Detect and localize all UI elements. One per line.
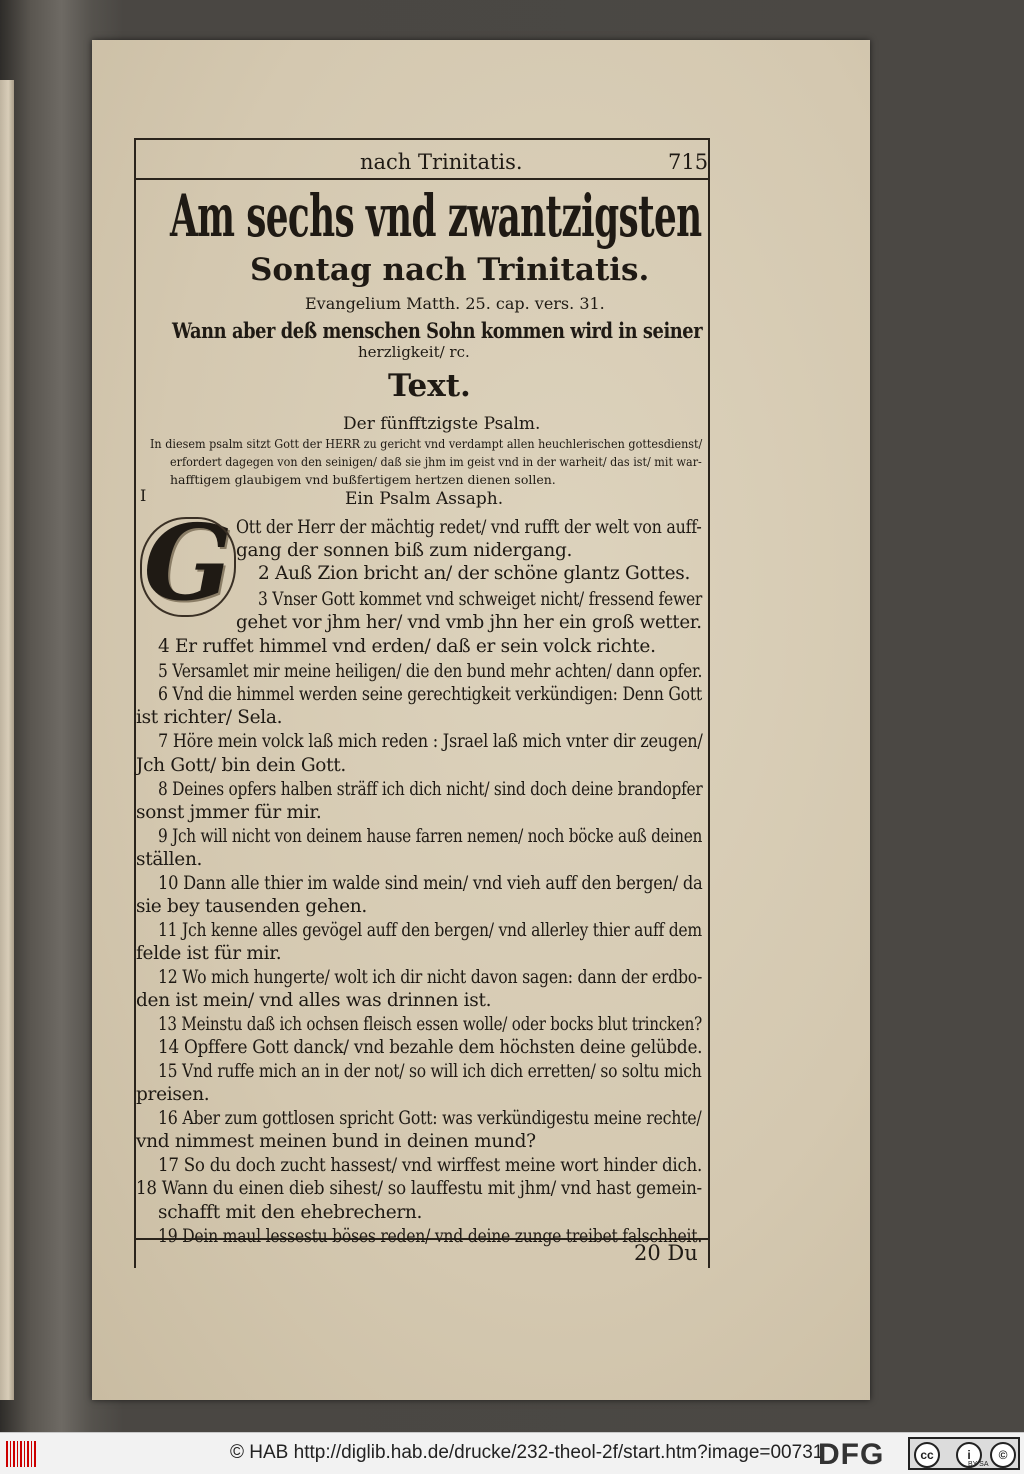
- verse-line: 10 Dann alle thier im walde sind mein/ vnd vieh auff den bergen/ da: [158, 873, 703, 894]
- gospel-incipit-line-2: herzligkeit/ rc.: [358, 343, 470, 361]
- verse-line: schafft mit den ehebrechern.: [158, 1202, 423, 1223]
- left-page-edge: [0, 80, 14, 1400]
- verse-line: gehet vor jhm her/ vnd vmb jhn her ein groß wetter.: [236, 612, 702, 633]
- hab-barcode-icon: [6, 1441, 38, 1467]
- verse-line: ist richter/ Sela.: [136, 707, 283, 728]
- verse-line: 5 Versamlet mir meine heiligen/ die den bund mehr achten/ dann opfer.: [158, 661, 703, 682]
- verse-line: 16 Aber zum gottlosen spricht Gott: was verkündigestu meine rechte/: [158, 1108, 702, 1129]
- verse-line: 15 Vnd ruffe mich an in der not/ so will ich dich erretten/ so soltu mich: [158, 1061, 702, 1082]
- verse-line: 11 Jch kenne alles gevögel auff den bergen/ vnd allerley thier auff dem: [158, 920, 702, 941]
- verse-line: Jch Gott/ bin dein Gott.: [136, 755, 346, 776]
- verse-line: 7 Höre mein volck laß mich reden : Jsrael laß mich vnter dir zeugen/: [158, 731, 703, 752]
- psalm-number: I: [140, 486, 147, 505]
- verse-line: 2 Auß Zion bricht an/ der schöne glantz Gottes.: [258, 563, 691, 584]
- psalm-heading: Ein Psalm Assaph.: [345, 489, 504, 509]
- verse-line: 8 Deines opfers halben sträff ich dich nicht/ sind doch deine brandopfer: [158, 779, 703, 800]
- verse-line: 9 Jch will nicht von deinem hause farren nemen/ noch böcke auß deinen: [158, 826, 703, 847]
- psalm-summary-line: In diesem psalm sitzt Gott der HERR zu gericht vnd verdampt allen heuchlerischen gottesdienst/: [150, 436, 703, 451]
- verse-line: gang der sonnen biß zum nidergang.: [236, 540, 573, 561]
- page-number: 715: [668, 150, 709, 174]
- by-icon: i: [956, 1442, 982, 1468]
- psalm-summary-line: erfordert dagegen von den seinigen/ daß sie jhm im geist vnd in der warheit/ das ist/ mit war-: [170, 454, 702, 469]
- attribution-link[interactable]: © HAB http://diglib.hab.de/drucke/232-theol-2f/start.htm?image=00731: [230, 1442, 824, 1463]
- attribution-bar: [0, 1432, 1024, 1474]
- header-rule: [134, 178, 708, 180]
- sa-icon: ©: [990, 1442, 1016, 1468]
- psalm-title: Der fünfftzigste Psalm.: [343, 414, 541, 434]
- verse-line: 3 Vnser Gott kommet vnd schweiget nicht/ fressend fewer: [258, 589, 703, 610]
- verse-line: 6 Vnd die himmel werden seine gerechtigkeit verkündigen: Denn Gott: [158, 684, 702, 705]
- cc-license-badge[interactable]: [908, 1437, 1020, 1470]
- gospel-incipit-line-1: Wann aber deß menschen Sohn kommen wird in seiner: [172, 318, 703, 343]
- verse-line: felde ist für mir.: [136, 943, 282, 964]
- verse-line: sonst jmmer für mir.: [136, 802, 322, 823]
- psalm-summary-line: hafftigem glaubigem vnd bußfertigem hertzen dienen sollen.: [170, 472, 556, 487]
- cc-icon: cc: [914, 1442, 940, 1468]
- frame-top-rule: [134, 138, 708, 140]
- title-line-1: Am sechs vnd zwantzigsten: [170, 182, 702, 250]
- license-label: BY SA: [968, 1461, 989, 1468]
- verse-line: 14 Opffere Gott danck/ vnd bezahle dem höchsten deine gelübde.: [158, 1037, 703, 1058]
- catchword: 20 Du: [634, 1241, 698, 1265]
- verse-line: den ist mein/ vnd alles was drinnen ist.: [136, 990, 492, 1011]
- decorated-initial-letter: G: [138, 513, 238, 613]
- verse-line: 18 Wann du einen dieb sihest/ so lauffestu mit jhm/ vnd hast gemein-: [136, 1178, 702, 1199]
- verse-line: vnd nimmest meinen bund in deinen mund?: [136, 1131, 536, 1152]
- verse-line: 13 Meinstu daß ich ochsen fleisch essen wolle/ oder bocks blut trincken?: [158, 1014, 702, 1035]
- verse-line: 4 Er ruffet himmel vnd erden/ daß er sein volck richte.: [158, 636, 656, 657]
- verse-line: 12 Wo mich hungerte/ wolt ich dir nicht davon sagen: dann der erdbo-: [158, 967, 703, 988]
- verse-line: 17 So du doch zucht hassest/ vnd wirffest meine wort hinder dich.: [158, 1155, 703, 1176]
- dfg-logo: DFG: [818, 1438, 885, 1471]
- verse-line: sie bey tausenden gehen.: [136, 896, 367, 917]
- title-line-2: Sontag nach Trinitatis.: [250, 252, 650, 288]
- verse-line: Ott der Herr der mächtig redet/ vnd rufft der welt von auff-: [236, 517, 702, 538]
- running-head: nach Trinitatis.: [360, 150, 523, 174]
- gospel-reference: Evangelium Matth. 25. cap. vers. 31.: [305, 294, 605, 313]
- verse-line: ställen.: [136, 849, 203, 870]
- verse-line: preisen.: [136, 1084, 210, 1105]
- verse-line: 19 Dein maul lessestu böses reden/ vnd deine zunge treibet falschheit.: [158, 1226, 703, 1247]
- text-heading: Text.: [388, 368, 471, 404]
